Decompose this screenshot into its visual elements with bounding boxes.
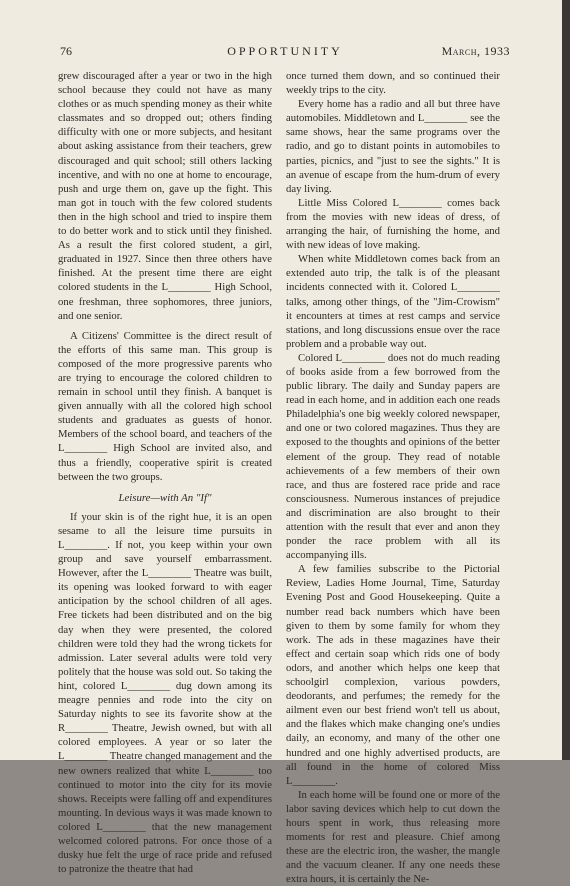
paragraph: If your skin is of the right hue, it is an open sesame to all the leisure time pursuits in L________. If not, you keep within your own group and save yourself embarrassment. However, after the L________ Theatre was built, its opening was looked forward to with eager anticipation by the school children of all ages. Free tickets had been distributed and on the big day when they were presented, the colored children were told they had the wrong tickets for admission. Later several adults were told very politely that the house was sold out. So taking the hint, colored L________ dug down among its meagre pennies and rode into the city on Saturday nights to see its favorite show at the R________ Theatre, Jewish owned, but with all colored employees. A year or so later the L________ Theatre changed management and the new owners realized that white L________ too continued to motor into the city for its movie shows. Receipts were falling off and expenditures mounting. In devious ways it was made known to colored L________ that the new management welcomed colored patrons. For once those of a dusky hue felt the urge of race pride and refused to patronize the theatre that had [58,510,272,876]
right-column [286,69,500,886]
page-edge [562,0,570,760]
left-column [58,69,272,876]
paragraph: Every home has a radio and all but three have automobiles. Middletown and L________ see the same shows, hear the same programs over the radio, and go to distant points in automobiles to parties, picnics, and "just to see the sights." It is an avenue of escape from the hum-drum of every day living. [286,98,500,195]
section-heading: Leisure—with An "If" [118,491,212,504]
journal-title: OPPORTUNITY [227,44,343,58]
issue-date: March, 1933 [441,44,510,58]
paragraph: Colored L________ does not do much reading of books aside from a few borrowed from the public library. The daily and Sunday papers are read in each home, and in addition each one reads Philadelphia's one big weekly colored newspaper, and one or two colored magazines. Thus they are exposed to the thoughts and opinions of the better element of the group. They read of notable achievements of a few members of their own race, and thus are fostered race pride and race consciousness. Numerous instances of prejudice and discrimination are also brought to their attention with the result that ever and anon they ponder the race problem with all its accompanying ills. [286,351,500,562]
paragraph: In each home will be found one or more of the labor saving devices which help to cut down the hours spent in work, thus releasing more moments for rest and pleasure. Chief among these are the electric iron, the washer, the mangle and the vacuum cleaner. If any one needs these extra hours, it is certainly the Ne- [286,788,500,886]
paragraph: A Citizens' Committee is the direct result of the efforts of this same man. This group is composed of the more progressive parents who are trying to encourage the colored children to remain in school until they finish. A banquet is given annually with all the colored high school students and graduates as guests of honor. Members of the school board, and teachers of the L________ High School are invited also, and thus a friendly, cooperative spirit is created between the two groups. [58,329,272,483]
paragraph: Little Miss Colored L________ comes back from the movies with new ideas of dress, of arranging the hair, of furnishing the home, and with new ideas of love making. [286,196,500,252]
running-header [60,44,510,60]
paragraph: grew discouraged after a year or two in the high school because they could not have as many clothes or as much spending money as their white classmates and so dropped out; others finding difficulty with one or more subjects, and hesitant about asking assistance from their teachers, grew discouraged and quit school; still others lacking incentive, and with no one at home to encourage, push and urge them on, gave up the fight. This man got in touch with the few colored students then in the high school and tried to inspire them to do better work and to stick until they finished. As a result the first colored student, a girl, graduated in 1927. Since then three others have finished. At the present time there are eight colored students in the L________ High School, one freshman, three sophomores, three juniors, and one senior. [58,70,272,322]
page-number: 76 [60,44,72,58]
paragraph: once turned them down, and so continued their weekly trips to the city. [286,70,500,97]
paragraph: When white Middletown comes back from an extended auto trip, the talk is of the pleasant incidents connected with it. Colored L________ talks, among other things, of the "Jim-Crowism" it encounters at times at rest camps and service stations, and long discussions ensue over the race problem and a probable way out. [286,253,500,350]
paragraph: A few families subscribe to the Pictorial Review, Ladies Home Journal, Time, Saturday Evening Post and Good Housekeeping. Quite a number read back numbers which have been given to them by some family for whom they work. The ads in these magazines have their effect and certain soap which rids one of body odors, and another which helps one keep that schoolgirl complexion, various powders, deodorants, and perfumes; the remedy for the ailment even our best friend won't tell us about, and the flakes which make changing one's undies daily, an economy, and many of the other one hundred and one highly advertised products, are all found in the home of colored Miss L________. [286,563,500,787]
